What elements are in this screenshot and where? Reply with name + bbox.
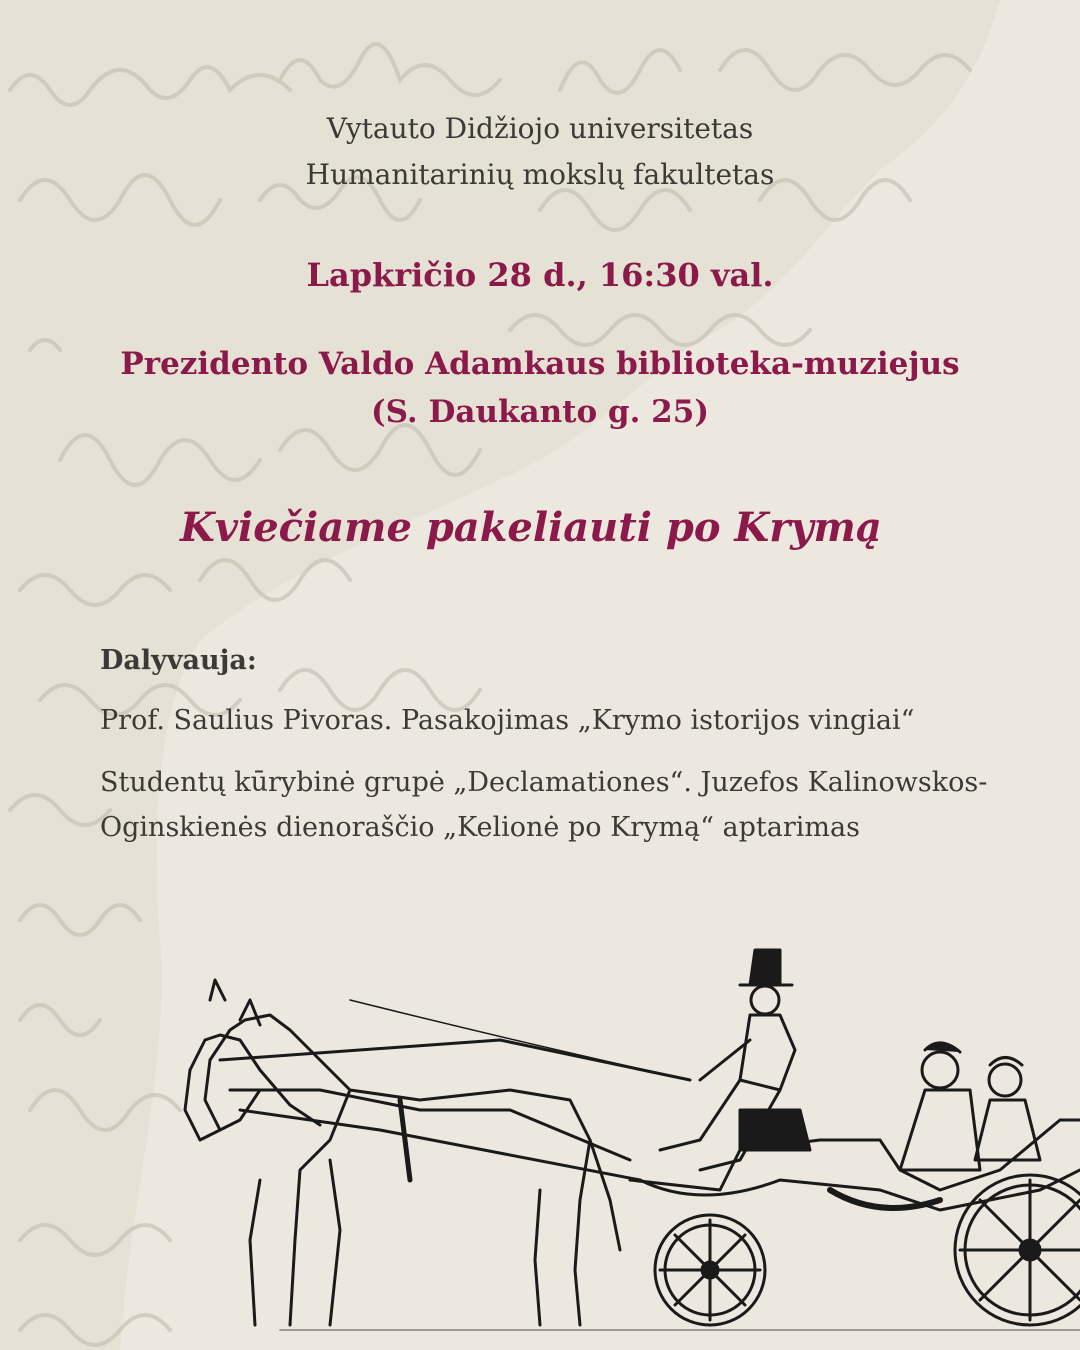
venue-name: Prezidento Valdo Adamkaus biblioteka-muziejus xyxy=(120,346,960,382)
venue-address: (S. Daukanto g. 25) xyxy=(370,394,709,430)
participant-item: Prof. Saulius Pivoras. Pasakojimas „Krymo istorijos vingiai“ xyxy=(100,705,915,736)
horse-carriage-illustration xyxy=(180,940,1080,1340)
event-date-time: Lapkričio 28 d., 16:30 val. xyxy=(306,256,774,294)
event-venue xyxy=(0,340,1080,436)
event-tagline: Kviečiame pakeliauti po Krymą xyxy=(180,504,882,551)
participants-label: Dalyvauja: xyxy=(100,645,257,676)
university-name: Vytauto Didžiojo universitetas xyxy=(326,112,754,145)
faculty-name: Humanitarinių mokslų fakultetas xyxy=(305,158,775,191)
participant-item: Studentų kūrybinė grupė „Declamationes“. Juzefos Kalinowskos-Oginskienės dienoraščio „Kelionė po Krymą“ aptarimas xyxy=(100,767,988,843)
